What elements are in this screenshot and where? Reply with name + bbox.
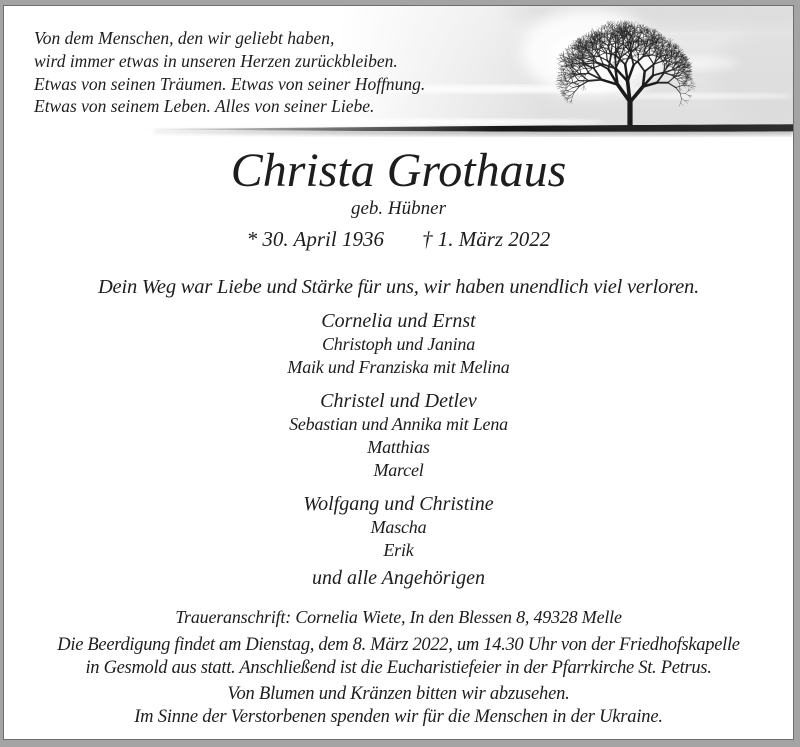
obituary-sheet (3, 5, 794, 740)
birth-date: * 30. April 1936 (246, 227, 384, 251)
funeral-details (4, 634, 793, 680)
condolence-address: Traueranschrift: Cornelia Wiete, In den Blessen 8, 49328 Melle (175, 607, 622, 627)
tribute-line: Dein Weg war Liebe und Stärke für uns, wir haben unendlich viel verloren. (97, 276, 700, 298)
mourner-group (4, 492, 793, 562)
mourner-group (4, 389, 793, 482)
mourner-group-head: Cornelia und Ernst (321, 310, 476, 332)
mourner-member: Mascha (370, 517, 427, 537)
mourner-group (4, 309, 793, 379)
mourner-member: Maik und Franziska mit Melina (287, 357, 510, 377)
mourner-member: Matthias (367, 437, 430, 457)
mourner-member: Sebastian und Annika mit Lena (289, 414, 508, 434)
closing-line: und alle Angehörigen (312, 567, 485, 589)
header-landscape (4, 6, 793, 140)
memorial-poem (34, 27, 425, 118)
deceased-name: Christa Grothaus (230, 144, 567, 197)
life-dates (4, 227, 793, 252)
mourner-group-head: Wolfgang und Christine (303, 493, 494, 515)
maiden-name: geb. Hübner (351, 198, 446, 219)
obituary-body (4, 144, 793, 728)
mourner-member: Christoph und Janina (321, 334, 475, 354)
poem-line: Etwas von seinen Träumen. Etwas von seiner Hoffnung. (34, 73, 426, 94)
funeral-line: in Gesmold aus statt. Anschließend ist die Eucharistiefeier in der Pfarrkirche St. Petrus. (85, 658, 712, 678)
poem-line: wird immer etwas in unseren Herzen zurückbleiben. (34, 50, 398, 71)
mourner-group-head: Christel und Detlev (320, 390, 477, 412)
mourner-member: Erik (383, 540, 414, 560)
poem-line: Von dem Menschen, den wir geliebt haben, (34, 28, 335, 48)
death-date: † 1. März 2022 (421, 227, 551, 251)
poem-line: Etwas von seinem Leben. Alles von seiner Liebe. (34, 96, 375, 117)
donation-note: Im Sinne der Verstorbenen spenden wir für die Menschen in der Ukraine. (134, 707, 663, 727)
funeral-line: Die Beerdigung findet am Dienstag, dem 8. März 2022, um 14.30 Uhr von der Friedhofskapelle (57, 635, 740, 655)
mourner-member: Marcel (373, 460, 424, 480)
flowers-note: Von Blumen und Kränzen bitten wir abzusehen. (227, 684, 570, 704)
